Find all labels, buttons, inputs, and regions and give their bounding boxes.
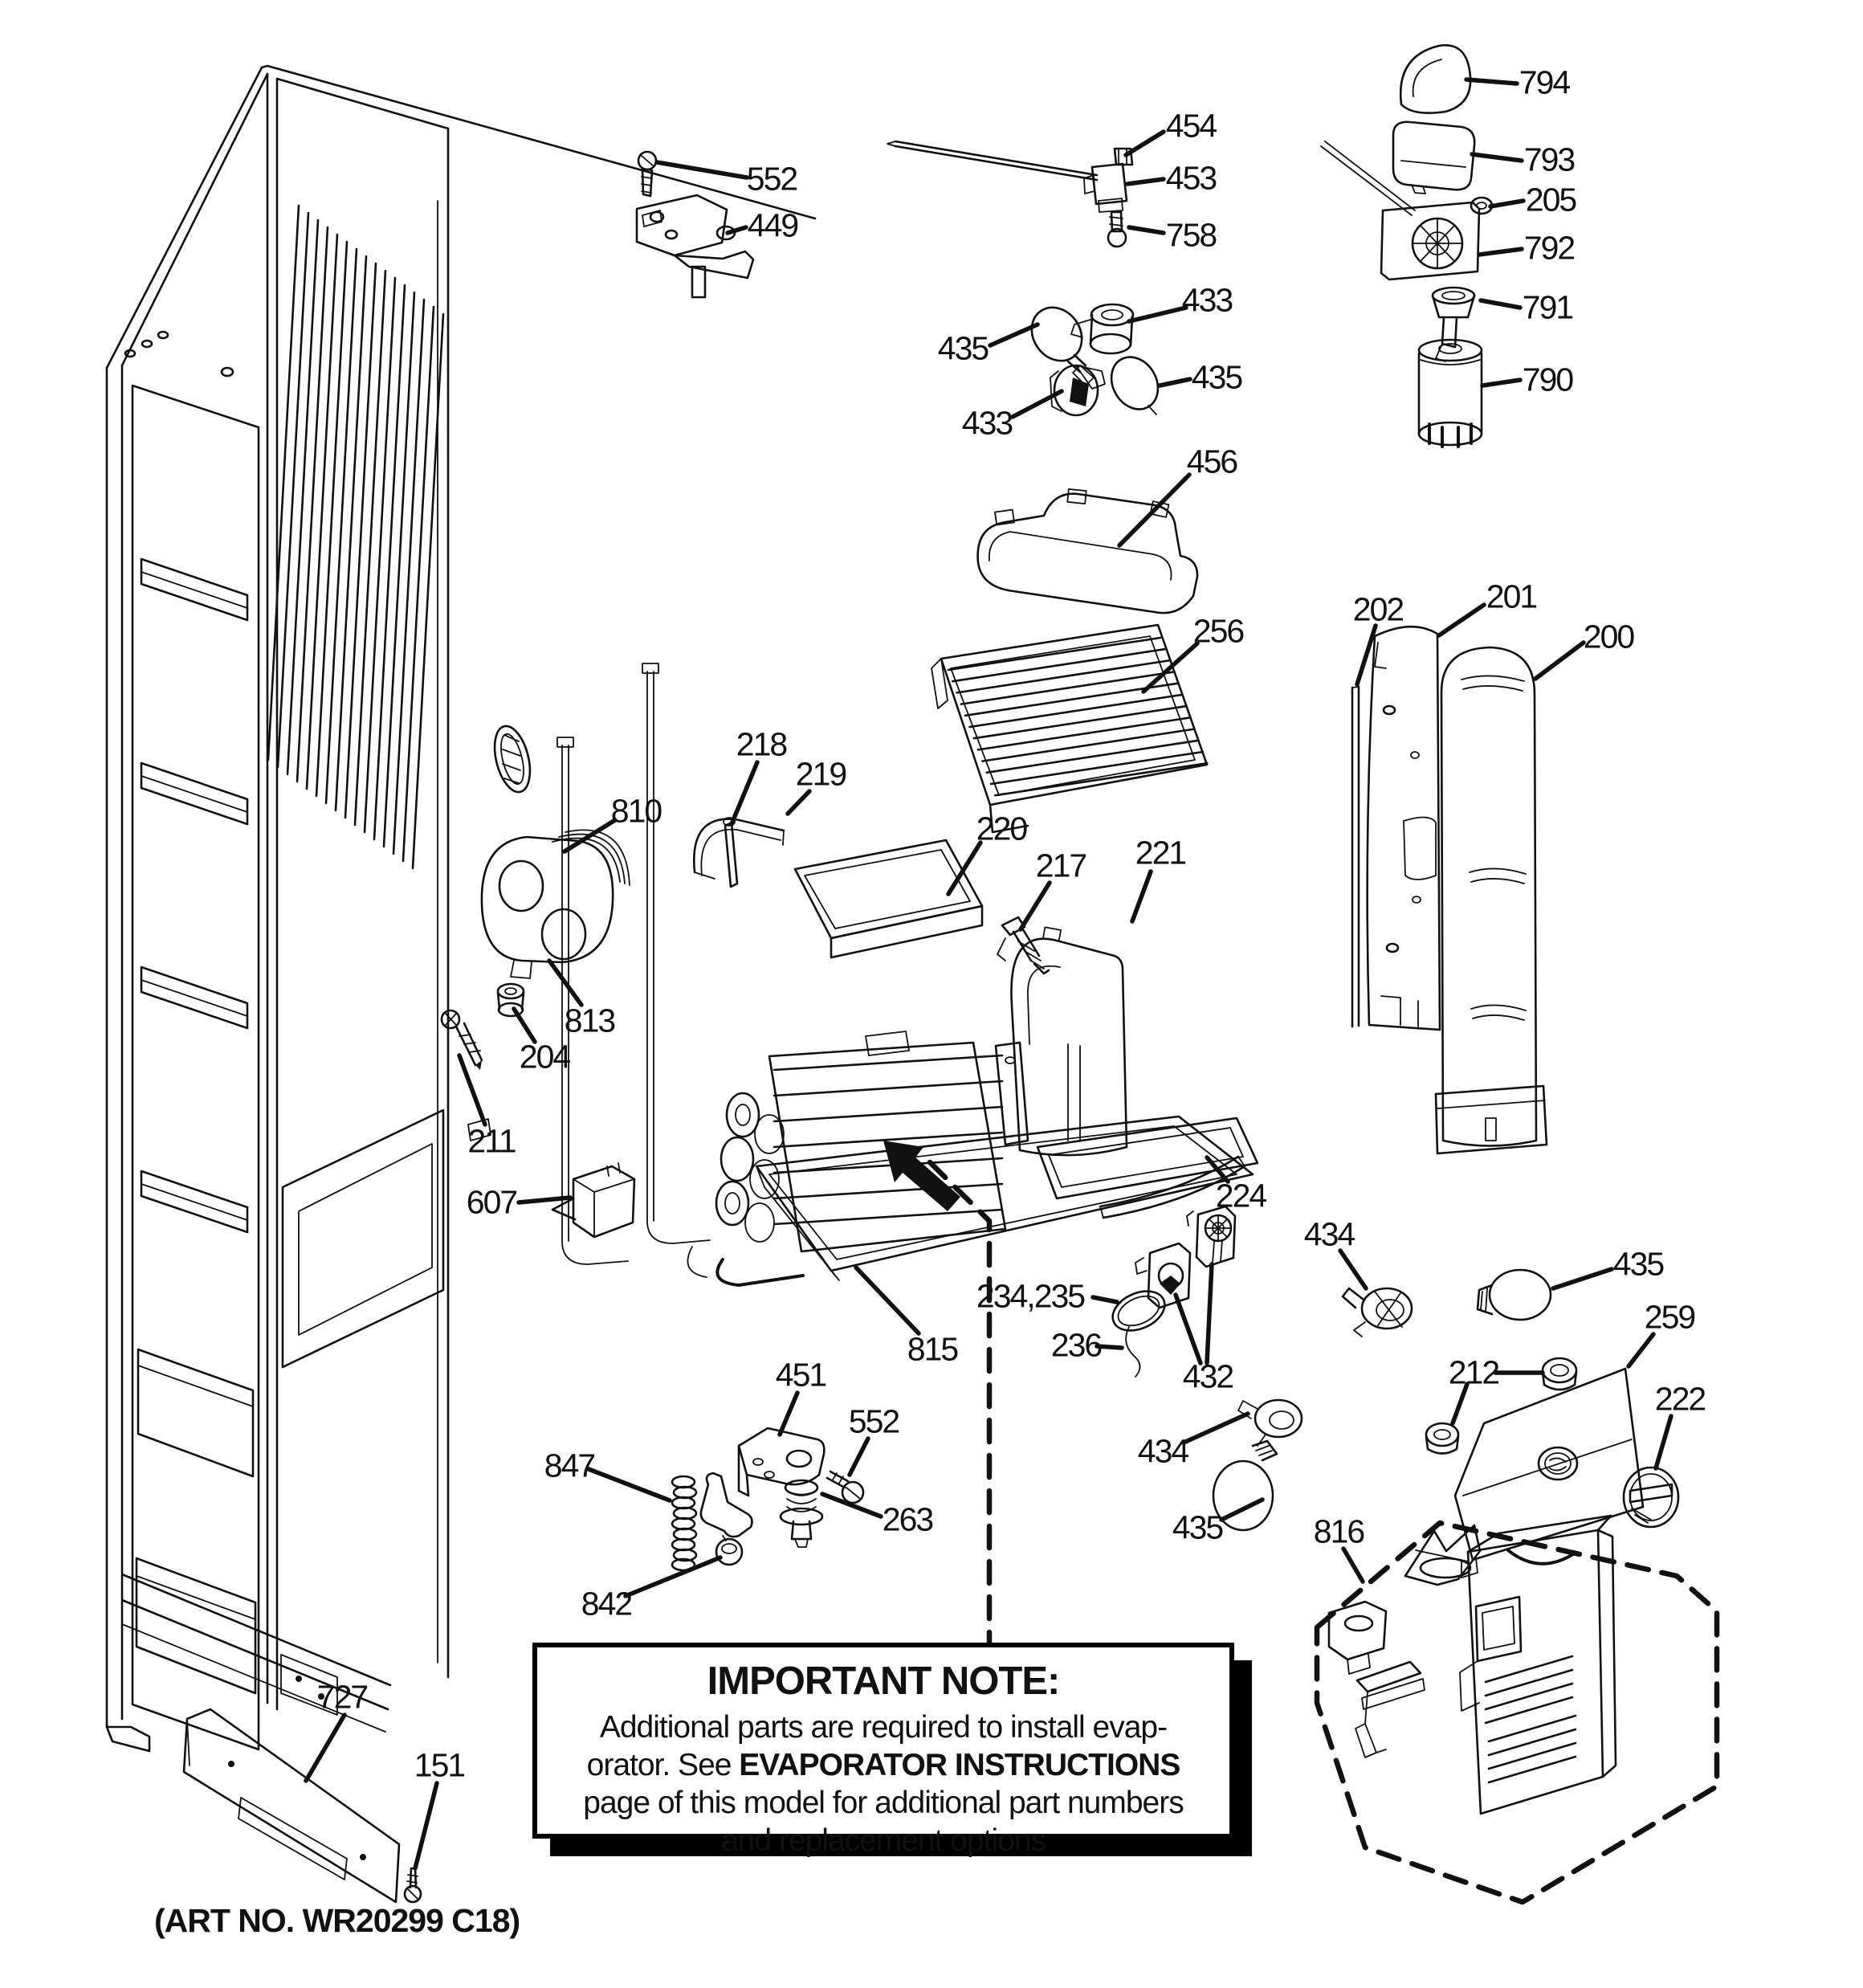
part-label-236: 236: [1050, 1326, 1102, 1364]
part-label-256: 256: [1192, 612, 1244, 650]
part-label-211: 211: [467, 1122, 516, 1160]
part-label-217: 217: [1035, 847, 1086, 884]
part-label-205: 205: [1525, 181, 1576, 218]
shelf-frame-456-drawing: [978, 489, 1197, 613]
note-title: IMPORTANT NOTE:: [707, 1659, 1060, 1703]
part-label-815: 815: [907, 1330, 958, 1368]
part-label-219: 219: [795, 755, 846, 793]
lamp-434-435-right-drawing: [1343, 1270, 1551, 1337]
part-label-435: 435: [937, 329, 989, 367]
art-number-text: (ART NO. WR20299 C18): [154, 1902, 520, 1939]
part-label-433: 433: [1181, 281, 1233, 319]
part-label-224: 224: [1215, 1177, 1266, 1214]
note-bold-phrase: EVAPORATOR INSTRUCTIONS: [739, 1748, 1180, 1782]
part-label-552: 552: [848, 1402, 899, 1440]
capillary-tubes-drawing: [557, 663, 710, 1264]
part-label-793: 793: [1523, 141, 1575, 178]
part-label-200: 200: [1583, 618, 1634, 655]
part-label-813: 813: [564, 1002, 615, 1039]
part-label-259: 259: [1644, 1298, 1695, 1336]
part-label-212: 212: [1448, 1353, 1499, 1391]
part-label-456: 456: [1186, 443, 1237, 480]
water-valve-453-drawing: [887, 141, 1132, 247]
part-label-218: 218: [736, 725, 787, 763]
part-label-847: 847: [544, 1447, 595, 1484]
part-label-816: 816: [1313, 1512, 1364, 1550]
part-label-204: 204: [519, 1038, 570, 1076]
part-label-810: 810: [610, 792, 662, 830]
grille-256-drawing: [932, 625, 1207, 832]
part-label-794: 794: [1519, 63, 1570, 101]
part-label-607: 607: [466, 1183, 517, 1221]
part-label-842: 842: [581, 1585, 632, 1623]
part-label-453: 453: [1165, 159, 1217, 197]
damper-parts-drawing: [694, 818, 1258, 1218]
thermostat-432-drawing: [1107, 1206, 1235, 1377]
part-label-220: 220: [976, 810, 1027, 847]
part-label-221: 221: [1135, 834, 1186, 872]
part-label-454: 454: [1165, 107, 1217, 145]
important-note-box: [532, 1643, 1234, 1858]
note-body: Additional parts are required to install evap- orator. See EVAPORATOR INSTRUCTIONS page of this model for additional part numbers and replacement options: [583, 1710, 1184, 1858]
part-label-758: 758: [1165, 216, 1217, 254]
part-label-151: 151: [414, 1746, 465, 1784]
part-label-791: 791: [1522, 288, 1573, 326]
part-label-552: 552: [746, 160, 797, 198]
part-label-435: 435: [1612, 1245, 1664, 1283]
screw-151-drawing: [405, 1868, 421, 1902]
part-label-792: 792: [1523, 229, 1575, 267]
part-label-790: 790: [1522, 361, 1573, 398]
tower-covers-drawing: [1352, 627, 1547, 1153]
part-label-263: 263: [882, 1500, 933, 1538]
part-label-202: 202: [1352, 590, 1404, 628]
lamp-434-435-lower-drawing: [1213, 1400, 1302, 1530]
part-label-449: 449: [747, 206, 798, 244]
part-label-435: 435: [1172, 1508, 1223, 1546]
part-label-222: 222: [1654, 1380, 1706, 1418]
part-label-727: 727: [316, 1678, 368, 1716]
kickplate-727-drawing: [184, 1709, 399, 1902]
filter-stack-drawing: [1321, 45, 1492, 447]
part-label-433: 433: [961, 404, 1013, 442]
cabinet-drawing: [107, 66, 815, 1751]
part-label-434: 434: [1303, 1215, 1355, 1253]
part-label-201: 201: [1486, 578, 1537, 615]
part-label-234,235: 234,235: [976, 1277, 1085, 1315]
part-label-432: 432: [1182, 1357, 1233, 1395]
part-label-434: 434: [1137, 1432, 1188, 1470]
part-label-451: 451: [775, 1356, 826, 1394]
part-label-435: 435: [1191, 358, 1242, 396]
